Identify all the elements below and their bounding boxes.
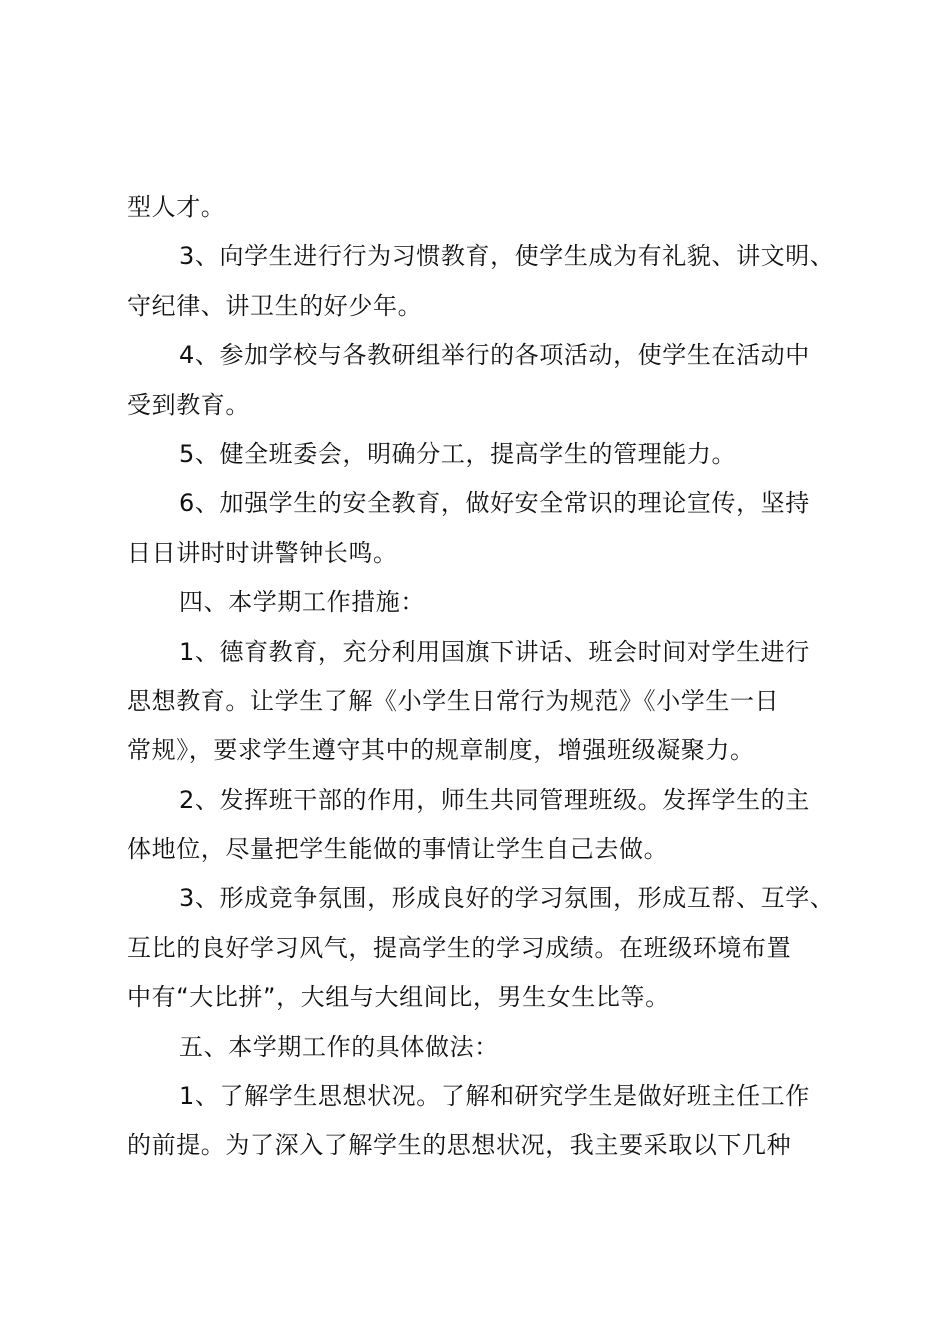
- text-line: 2、发挥班干部的作用，师生共同管理班级。发挥学生的主: [179, 785, 810, 814]
- text-line: 3、向学生进行行为习惯教育，使学生成为有礼貌、讲文明、: [179, 242, 835, 271]
- text-line: 中有“大比拼”，大组与大组间比，男生女生比等。: [127, 983, 670, 1012]
- text-line: 互比的良好学习风气，提高学生的学习成绩。在班级环境布置: [127, 933, 792, 962]
- document-body: [127, 183, 837, 1171]
- text-line: 4、参加学校与各教研组举行的各项活动，使学生在活动中: [179, 341, 810, 370]
- text-line: 型人才。: [127, 193, 226, 221]
- text-line: 1、德育教育，充分利用国旗下讲话、班会时间对学生进行: [179, 637, 810, 666]
- section-heading: 五、本学期工作的具体做法：: [179, 1032, 499, 1061]
- text-line: 思想教育。让学生了解《小学生日常行为规范》《小学生一日: [127, 686, 780, 715]
- text-line: 日日讲时时讲警钟长鸣。: [127, 538, 398, 567]
- text-line: 受到教育。: [127, 390, 250, 419]
- text-line: 常规》，要求学生遵守其中的规章制度，增强班级凝聚力。: [127, 736, 755, 765]
- text-line: 1、了解学生思想状况。了解和研究学生是做好班主任工作: [179, 1082, 810, 1111]
- text-line: 的前提。为了深入了解学生的思想状况，我主要采取以下几种: [127, 1131, 792, 1160]
- section-heading: 四、本学期工作措施：: [179, 588, 425, 617]
- text-line: 5、健全班委会，明确分工，提高学生的管理能力。: [179, 439, 737, 468]
- text-line: 守纪律、讲卫生的好少年。: [127, 291, 423, 320]
- text-line: 3、形成竞争氛围，形成良好的学习氛围，形成互帮、互学、: [179, 884, 835, 913]
- text-line: 体地位，尽量把学生能做的事情让学生自己去做。: [127, 835, 669, 864]
- text-line: 6、加强学生的安全教育，做好安全常识的理论宣传，坚持: [179, 489, 810, 518]
